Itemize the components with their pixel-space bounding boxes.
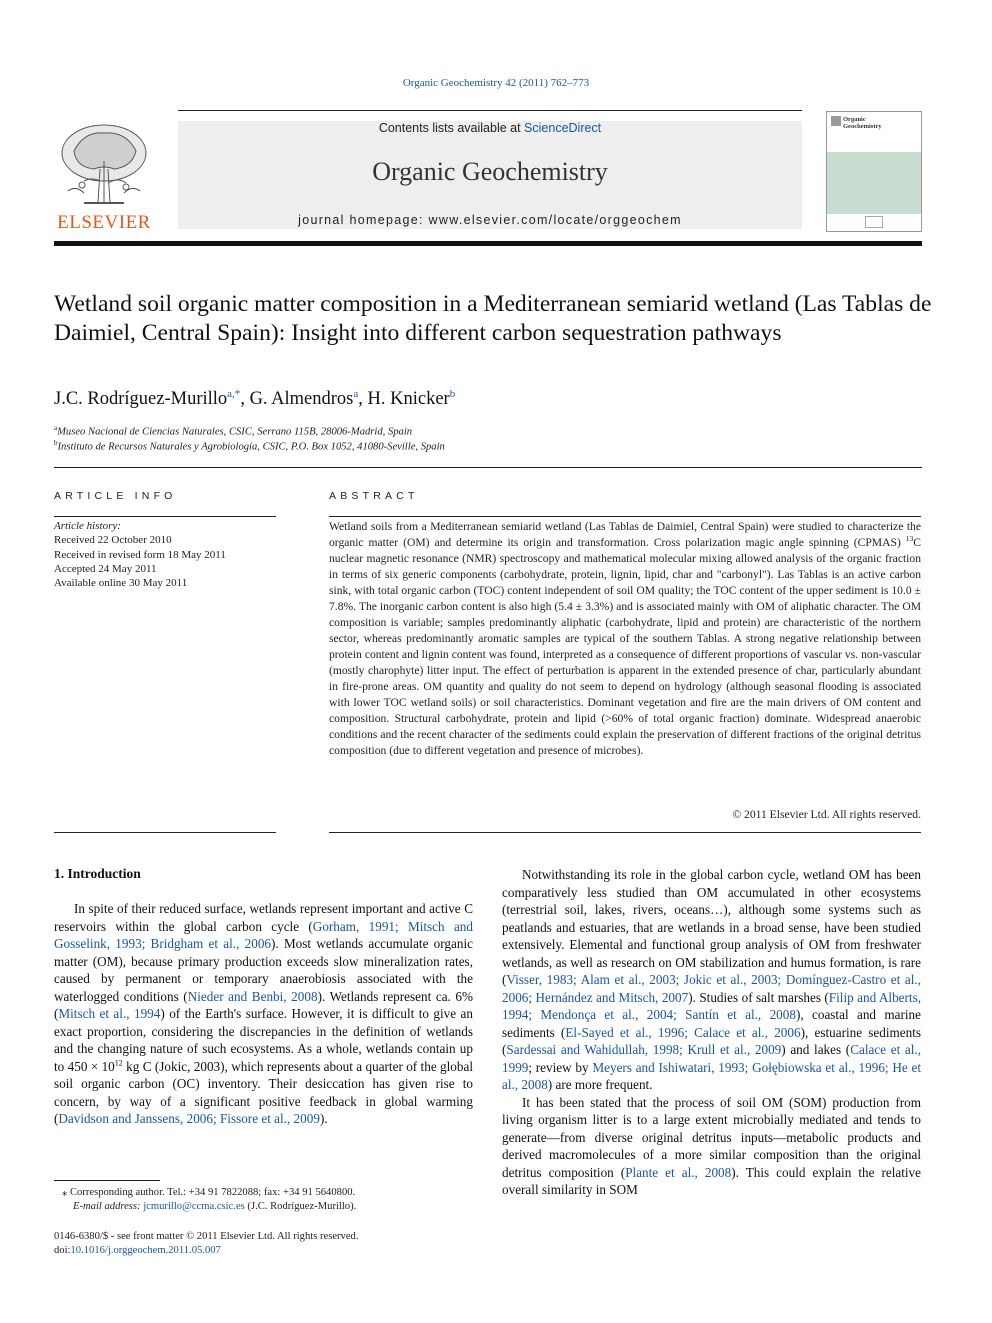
history-item: Accepted 24 May 2011 (54, 562, 157, 575)
affiliation-a: $^a$Museo Nacional de Ciencias Naturales, CSIC, Serrano 115B, 28006-Madrid, Spain (54, 424, 413, 438)
divider (54, 467, 922, 468)
history-item: Available online 30 May 2011 (54, 577, 188, 590)
cover-green-band (827, 152, 921, 214)
top-rule (178, 110, 802, 111)
footnote-rule (54, 1180, 160, 1181)
publisher-wordmark: ELSEVIER (57, 212, 151, 233)
citation-link[interactable]: Meyers and Ishiwatari, 1993; Gołębiowska et al., 1996; He et al., 2008 (502, 1059, 922, 1092)
right-column (502, 866, 921, 1199)
divider (329, 832, 921, 833)
author: G. Almendros$^a$, (249, 388, 368, 409)
section-heading-introduction: 1. Introduction (54, 866, 141, 881)
history-item: Received 22 October 2010 (54, 534, 172, 547)
article-history (54, 519, 226, 590)
author: H. Knicker$^b$ (367, 388, 456, 409)
citation-link[interactable]: Visser, 1983; Alam et al., 2003; Jokic et al., 2003; Domínguez-Castro et al., 2006; Hernández and Mitsch, 2007 (502, 972, 921, 1005)
contents-line (178, 121, 802, 135)
author-list (54, 388, 455, 410)
sciencedirect-link[interactable]: ScienceDirect (524, 121, 602, 135)
journal-homepage[interactable]: journal homepage: www.elsevier.com/locate/orggeochem (298, 213, 682, 227)
citation-link[interactable]: Calace et al., 1999 (502, 1042, 922, 1075)
citation-link[interactable]: Sardessai and Wahidullah, 1998; Krull et al., 2009 (506, 1042, 782, 1057)
article-title: Wetland soil organic matter composition in a Mediterranean semiarid wetland (Las Tablas de Daimiel, Central Spain): Insight into different carbon sequestration pathways (54, 291, 932, 346)
citation-link[interactable]: Plante et al., 2008 (625, 1164, 732, 1180)
journal-name: Organic Geochemistry (372, 157, 608, 186)
abstract-heading: ABSTRACT (329, 490, 419, 502)
divider (54, 832, 276, 833)
abstract-text: Wetland soils from a Mediterranean semiarid wetland (Las Tablas de Daimiel, Central Spain) were studied to characterize the organic matter (OM) and determine its origin and transformation. Cross polarization magic angle spinning (CPMAS) $^{13}$C nuclear magnetic resonance (NMR) spectroscopy and mathematical molecular mixing allowed analysis of the organic fraction in terms of six generic components (carbohydrate, protein, lignin, lipid, char and "carbonyl"). Las Tablas is an active carbon sink, with total organic carbon (TOC) content independent of soil OM quality; the TOC content of the upper sediment is 10.0 ± 7.8%. The inorganic carbon content is also high (5.4 ± 3.3%) and is associated mainly with OM of aliphatic character. The OM composition is variable; samples predominantly aliphatic (carbohydrate, lipid and protein) are characteristic of the northern sector, whereas predominantly aromatic samples are typical of the southern Tablas. A strong negative relationship between protein content and lignin content was found, interpreted as a consequence of different proportions of vascular vs. non-vascular (mostly charophyte) litter input. The effect of perturbation is apparent in the extended presence of char, particularly abundant in fire-prone areas. OM quantity and quality do not seem to depend on hydrology (although seasonal flooding is associated with lower TOC wetland soils) or soil characteristics. Dominant vegetation and fire are the main drivers of OM content and composition. Structural carbohydrate, protein and lipid (>60% of total organic fraction) dominate. Widespread anaerobic conditions and the recent character of the sediments could explain the preservation of different fractions of the original detritus composition (due to different vegetation and presence of microbes). (329, 520, 921, 757)
issn-line: 0146-6380/$ - see front matter © 2011 Elsevier Ltd. All rights reserved. (54, 1231, 359, 1242)
doi-line: doi:10.1016/j.orggeochem.2011.05.007 (54, 1245, 221, 1256)
corresponding-footnote: ⁎ Corresponding author. Tel.: +34 91 7822088; fax: +34 91 5640800. (62, 1187, 356, 1198)
affiliation-b: $^b$Instituto de Recursos Naturales y Agrobiología, CSIC, P.O. Box 1052, 41080-Seville, Spain (54, 439, 445, 453)
author-mark[interactable]: a,* (227, 388, 241, 400)
citation-link[interactable]: Davidson and Janssens, 2006; Fissore et al., 2009 (58, 1111, 320, 1126)
paragraph: It has been stated that the process of soil OM (SOM) production from living organism litter is to a large extent microbially mediated and tends to generate—from diverse original detritus inputs—metabolic products and derived macromolecules of a more similar composition than the original detritus composition (Plante et al., 2008). This could explain the relative overall similarity in SOM (502, 1094, 921, 1197)
author-mark[interactable]: a (353, 388, 359, 400)
copyright-line: © 2011 Elsevier Ltd. All rights reserved. (732, 808, 921, 821)
superscript: 12 (114, 1058, 123, 1068)
divider (54, 516, 276, 517)
cover-title: Organic Geochemistry (843, 116, 882, 130)
article-info-heading: ARTICLE INFO (54, 490, 177, 502)
cover-publisher-mark (865, 216, 883, 228)
citation-link[interactable]: Nieder and Benbi, 2008 (187, 988, 318, 1004)
email-footnote: E-mail address: jcmurillo@ccma.csic.es (J.C. Rodríguez-Murillo). (73, 1201, 357, 1212)
cover-logo-mark (831, 116, 841, 126)
journal-citation[interactable]: Organic Geochemistry 42 (2011) 762–773 (402, 77, 590, 89)
elsevier-tree-logo (54, 121, 154, 218)
citation-link[interactable]: Filip and Alberts, 1994; Mendonça et al., 2004; Santín et al., 2008 (502, 989, 922, 1022)
citation-link[interactable]: El-Sayed et al., 1996; Calace et al., 2006 (565, 1024, 801, 1040)
author-mark[interactable]: b (449, 388, 456, 400)
citation-link[interactable]: Gorham, 1991; Mitsch and Gosselink, 1993; Bridgham et al., 2006 (54, 918, 473, 951)
left-column (54, 900, 473, 1128)
email-link[interactable]: jcmurillo@ccma.csic.es (143, 1201, 245, 1212)
journal-cover-thumbnail (826, 111, 922, 232)
header-thick-rule (54, 241, 922, 246)
author: J.C. Rodríguez-Murillo$^{a,*}$, (54, 388, 250, 409)
paragraph: Notwithstanding its role in the global carbon cycle, wetland OM has been comparatively less studied than OM accumulated in other ecosystems (terrestrial soil, lakes, rivers, oceans…), although some systems such as peatlands and estuaries, that are wetlands in a broad sense, have been studied extensively. Elemental and functional group analysis of OM from freshwater wetlands, as well as research on OM stabilization and humus formation, is rare (Visser, 1983; Alam et al., 2003; Jokic et al., 2003; Domínguez-Castro et al., 2006; Hernández and Mitsch, 2007). Studies of salt marshes (Filip and Alberts, 1994; Mendonça et al., 2004; Santín et al., 2008), coastal and marine sediments (El-Sayed et al., 1996; Calace et al., 2006), estuarine sediments (Sardessai and Wahidullah, 1998; Krull et al., 2009) and lakes (Calace et al., 1999; review by Meyers and Ishiwatari, 1993; Gołębiowska et al., 1996; He et al., 2008) are more frequent. (502, 867, 922, 1092)
history-label: Article history: (54, 520, 121, 532)
citation-link[interactable]: Mitsch et al., 1994 (58, 1006, 161, 1021)
doi-link[interactable]: 10.1016/j.orggeochem.2011.05.007 (70, 1245, 221, 1256)
contents-prefix: Contents lists available at (378, 121, 525, 135)
history-item: Received in revised form 18 May 2011 (54, 548, 226, 561)
divider (329, 516, 921, 517)
paragraph: In spite of their reduced surface, wetlands represent important and active C reservoirs within the global carbon cycle (Gorham, 1991; Mitsch and Gosselink, 1993; Bridgham et al., 2006). Most wetlands accumulate organic matter (OM), because primary production exceeds slow mineralization rates, caused by permanent or temporary anaerobiosis associated with the waterlogged conditions (Nieder and Benbi, 2008). Wetlands represent ca. 6% (Mitsch et al., 1994) of the Earth's surface. However, it is difficult to give an exact proportion, considering the discrepancies in the definition of wetlands and the changing nature of such ecosystems. As a whole, wetlands contain up to $450 \times 10^{12}$ kg C (Jokic, 2003), which represents about a quarter of the global soil organic carbon (OC) inventory. Their desiccation has given rise to concern, by way of a significant positive feedback in global warming (Davidson and Janssens, 2006; Fissore et al., 2009). (54, 901, 474, 1126)
